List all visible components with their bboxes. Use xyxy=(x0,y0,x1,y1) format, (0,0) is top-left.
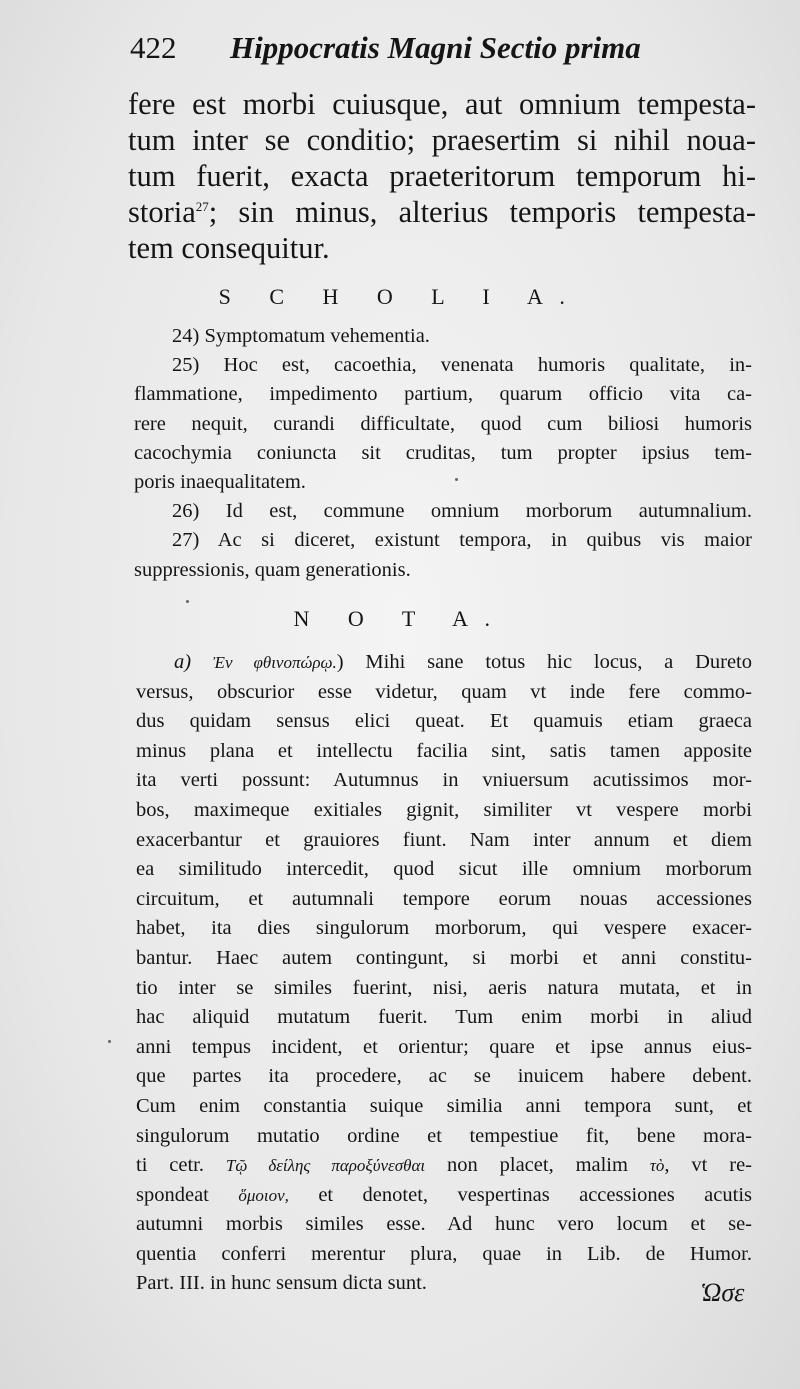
nota-line-start: ti cetr. xyxy=(136,1154,204,1177)
page-header xyxy=(130,30,690,70)
nota-line xyxy=(136,1151,752,1181)
scholion-line: rere nequit, curandi difficultate, quod cum biliosi humoris xyxy=(134,412,752,435)
scholia-notes xyxy=(134,322,752,585)
scholion-line: 24) Symptomatum vehementia. xyxy=(172,325,430,347)
main-line-rest: ; sin minus, alterius temporis tempesta- xyxy=(208,195,756,229)
nota-line: habet, ita dies singulorum morborum, qui vespere exacer- xyxy=(136,917,752,940)
nota-line: ita verti possunt: Autumnus in vniuersum acutissimos mor- xyxy=(136,769,752,792)
scholion-line: flammatione, impedimento partium, quarum officio vita ca- xyxy=(134,383,752,406)
nota-line-start: spondeat xyxy=(136,1183,239,1206)
nota-line-mid: non placet, malim xyxy=(425,1154,650,1177)
scholia-heading: S C H O L I A. xyxy=(218,284,582,309)
nota-line: singulorum mutatio ordine et tempestiue fit, bene mora- xyxy=(136,1124,752,1147)
nota-line: exacerbantur et grauiores fiunt. Nam inter annum et diem xyxy=(136,828,752,851)
main-line xyxy=(128,194,756,230)
greek-phrase: Τῷ δείλης παροξύνεσθαι xyxy=(225,1156,426,1176)
paper-speck xyxy=(455,478,458,481)
nota-line: Cum enim constantia suique similia anni tempora sunt, et xyxy=(136,1094,752,1117)
nota-line: bantur. Haec autem contingunt, si morbi et anni constitu- xyxy=(136,946,752,969)
nota-line: minus plana et intellectu facilia sint, satis tamen apposite xyxy=(136,739,752,762)
main-line: fere est morbi cuiusque, aut omnium tempesta- xyxy=(128,87,756,121)
nota-line-end: , vt re- xyxy=(664,1154,752,1177)
nota-label: a) xyxy=(174,651,213,673)
nota-line: versus, obscurior esse videtur, quam vt inde fere commo- xyxy=(136,680,752,703)
scholion-line: 27) Ac si diceret, existunt tempora, in quibus vis maior xyxy=(172,529,752,552)
scholion-line: 25) Hoc est, cacoethia, venenata humoris qualitate, in- xyxy=(172,354,752,377)
running-head: Hippocratis Magni Sectio prima xyxy=(230,30,641,65)
nota-text xyxy=(136,648,752,1299)
nota-line: que partes ita procedere, ac se inuicem habere debent. xyxy=(136,1065,752,1088)
paper-speck xyxy=(186,600,189,603)
nota-line: ea similitudo intercedit, quod sicut ille omnium morborum xyxy=(136,858,752,881)
nota-line: hac aliquid mutatum fuerit. Tum enim morbi in aliud xyxy=(136,1006,752,1029)
nota-line xyxy=(136,1181,752,1211)
nota-line: circuitum, et autumnali tempore eorum nouas accessiones xyxy=(136,887,752,910)
paper-speck xyxy=(108,1040,111,1043)
scholion-line: poris inaequalitatem. xyxy=(134,471,306,494)
footnote-marker: 27 xyxy=(195,198,209,214)
nota-line: autumni morbis similes esse. Ad hunc vero locum et se- xyxy=(136,1213,752,1236)
nota-line: quentia conferri merentur plura, quae in Lib. de Humor. xyxy=(136,1242,752,1265)
main-line: tum fuerit, exacta praeteritorum temporum hi- xyxy=(128,159,756,193)
nota-heading: N O T A. xyxy=(293,606,507,631)
main-line: tem consequitur. xyxy=(128,231,330,265)
nota-line-end: et denotet, vespertinas accessiones acutis xyxy=(288,1183,752,1206)
nota-line: bos, maximeque exitiales gignit, similiter vt vespere morbi xyxy=(136,798,752,821)
main-line: tum inter se conditio; praesertim si nihil noua- xyxy=(128,123,756,157)
page-number: 422 xyxy=(130,30,177,65)
scholion-line: 26) Id est, commune omnium morborum autumnalium. xyxy=(172,500,752,523)
greek-lemma: Ἐν φθινοπώρῳ. xyxy=(212,653,337,672)
nota-line xyxy=(136,648,752,678)
scholion-line: cacochymia coniuncta sit cruditas, tum propter ipsius tem- xyxy=(134,441,752,464)
greek-word: ὅμοιον, xyxy=(238,1185,289,1205)
nota-line: anni tempus incident, et orientur; quare et ipse annus eius- xyxy=(136,1035,752,1058)
main-text xyxy=(128,86,756,266)
nota-line-rest: ) Mihi sane totus hic locus, a Dureto xyxy=(336,651,752,673)
scholion-line: suppressionis, quam generationis. xyxy=(134,558,411,581)
catchword: Ὡσε xyxy=(700,1278,745,1307)
main-line-start: storia xyxy=(128,195,196,229)
nota-line: Part. III. in hunc sensum dicta sunt. xyxy=(136,1272,427,1295)
greek-article: τὸ xyxy=(649,1156,665,1176)
nota-line: tio inter se similes fuerint, nisi, aeris natura mutata, et in xyxy=(136,976,752,999)
nota-line: dus quidam sensus elici queat. Et quamuis etiam graeca xyxy=(136,710,752,733)
